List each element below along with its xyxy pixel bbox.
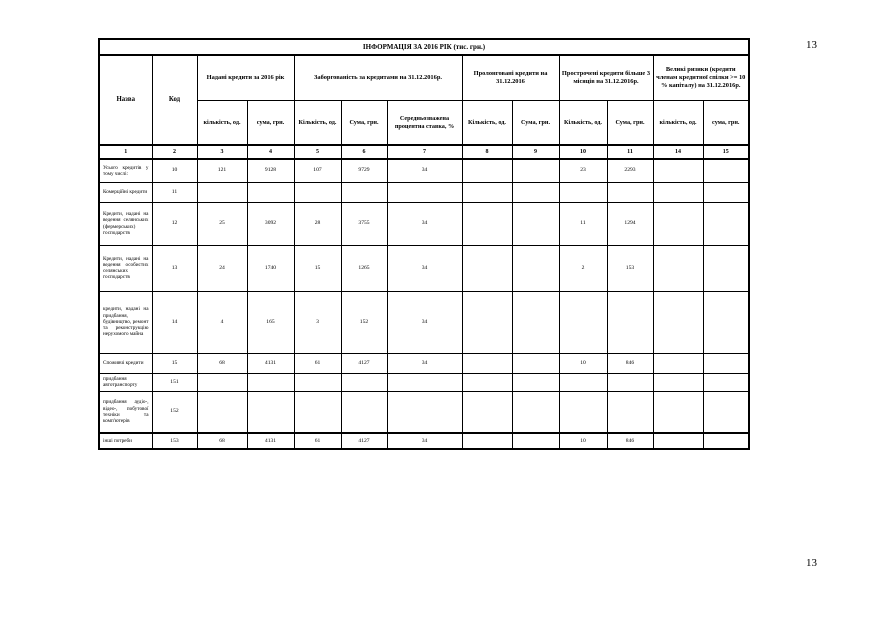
table-cell bbox=[197, 182, 247, 202]
table-cell bbox=[247, 182, 294, 202]
table-cell: 4 bbox=[197, 291, 247, 353]
table-cell bbox=[462, 433, 512, 449]
table-cell bbox=[653, 245, 703, 291]
row-name: інші потреби bbox=[99, 433, 152, 449]
row-name: придбання аудіо-, відео-, побутової техніки та комп'ютерів bbox=[99, 391, 152, 433]
table-cell bbox=[294, 391, 341, 433]
subheader: сума, грн. bbox=[247, 101, 294, 146]
row-code: 152 bbox=[152, 391, 197, 433]
table-cell: 4127 bbox=[341, 433, 387, 449]
row-name: Кредити, надані на ведення особистих селянських господарств bbox=[99, 245, 152, 291]
table-cell bbox=[653, 373, 703, 391]
table-cell: 68 bbox=[197, 353, 247, 373]
table-cell bbox=[512, 433, 559, 449]
table-cell bbox=[559, 391, 607, 433]
row-name: придбання автотранспорту bbox=[99, 373, 152, 391]
row-code: 13 bbox=[152, 245, 197, 291]
table-cell bbox=[607, 182, 653, 202]
table-cell bbox=[559, 182, 607, 202]
table-cell: 3755 bbox=[341, 202, 387, 245]
table-cell bbox=[341, 373, 387, 391]
table-cell bbox=[703, 433, 749, 449]
table-cell bbox=[341, 182, 387, 202]
table-cell: 4131 bbox=[247, 353, 294, 373]
table-cell bbox=[512, 291, 559, 353]
subheader: Кількість, од. bbox=[462, 101, 512, 146]
header-code: Код bbox=[152, 55, 197, 145]
table-row bbox=[99, 353, 749, 373]
table-cell: 15 bbox=[294, 245, 341, 291]
table-cell: 23 bbox=[559, 159, 607, 182]
table-cell bbox=[247, 391, 294, 433]
table-cell: 68 bbox=[197, 433, 247, 449]
row-code: 151 bbox=[152, 373, 197, 391]
table-cell bbox=[294, 373, 341, 391]
table-cell bbox=[462, 182, 512, 202]
page-number-top: 13 bbox=[806, 39, 817, 51]
table-row bbox=[99, 291, 749, 353]
table-cell: 846 bbox=[607, 433, 653, 449]
table-cell: 34 bbox=[387, 353, 462, 373]
table-cell: 34 bbox=[387, 291, 462, 353]
header-name: Назва bbox=[99, 55, 152, 145]
column-number: 10 bbox=[559, 145, 607, 159]
table-cell: 3 bbox=[294, 291, 341, 353]
table-cell bbox=[653, 159, 703, 182]
table-cell bbox=[512, 202, 559, 245]
header-group-large-risks: Великі ризики (кредити членам кредитної спілки >= 10 % капіталу) на 31.12.2016р. bbox=[653, 55, 749, 101]
column-number: 4 bbox=[247, 145, 294, 159]
table-cell bbox=[653, 182, 703, 202]
header-group-debt: Заборгованість за кредитами на 31.12.2016р. bbox=[294, 55, 462, 101]
table-cell bbox=[341, 391, 387, 433]
table-cell bbox=[294, 182, 341, 202]
table-cell bbox=[559, 373, 607, 391]
page-number-bottom: 13 bbox=[806, 557, 817, 569]
table-cell bbox=[703, 353, 749, 373]
table-cell: 61 bbox=[294, 353, 341, 373]
column-number: 14 bbox=[653, 145, 703, 159]
table-title: ІНФОРМАЦІЯ ЗА 2016 РІК (тис. грн.) bbox=[99, 39, 749, 55]
table-cell bbox=[703, 391, 749, 433]
table-cell: 34 bbox=[387, 159, 462, 182]
table-row bbox=[99, 159, 749, 182]
table-cell bbox=[387, 373, 462, 391]
header-group-overdue: Прострочені кредити більше 3 місяців на 31.12.2016р. bbox=[559, 55, 653, 101]
column-number: 11 bbox=[607, 145, 653, 159]
table-cell bbox=[387, 391, 462, 433]
table-cell: 4131 bbox=[247, 433, 294, 449]
table-cell: 165 bbox=[247, 291, 294, 353]
table-cell: 1265 bbox=[341, 245, 387, 291]
column-number: 6 bbox=[341, 145, 387, 159]
table-cell: 28 bbox=[294, 202, 341, 245]
table-cell: 1740 bbox=[247, 245, 294, 291]
subheader: Сума, грн. bbox=[607, 101, 653, 146]
table-row bbox=[99, 391, 749, 433]
row-name: Споживчі кредити bbox=[99, 353, 152, 373]
table-cell: 61 bbox=[294, 433, 341, 449]
table-cell bbox=[462, 373, 512, 391]
table-cell: 1294 bbox=[607, 202, 653, 245]
table-cell bbox=[512, 373, 559, 391]
table-cell: 4127 bbox=[341, 353, 387, 373]
header-group-prolonged: Пролонговані кредити на 31.12.2016 bbox=[462, 55, 559, 101]
column-number: 3 bbox=[197, 145, 247, 159]
table-cell bbox=[247, 373, 294, 391]
table-cell bbox=[703, 202, 749, 245]
subheader: Сума, грн. bbox=[341, 101, 387, 146]
row-name: Усього кредитів у тому числі: bbox=[99, 159, 152, 182]
table-cell bbox=[703, 182, 749, 202]
header-group-granted: Надані кредити за 2016 рік bbox=[197, 55, 294, 101]
column-number: 9 bbox=[512, 145, 559, 159]
table-cell: 846 bbox=[607, 353, 653, 373]
subheader: кількість, од. bbox=[197, 101, 247, 146]
table-cell: 25 bbox=[197, 202, 247, 245]
table-cell bbox=[462, 391, 512, 433]
row-name: Кредити, надані на ведення селянських (фермерських) господарств bbox=[99, 202, 152, 245]
column-number: 5 bbox=[294, 145, 341, 159]
table-cell: 10 bbox=[559, 353, 607, 373]
table-cell bbox=[559, 291, 607, 353]
table-cell bbox=[462, 291, 512, 353]
table-cell bbox=[512, 182, 559, 202]
table-cell bbox=[197, 391, 247, 433]
table-cell bbox=[653, 433, 703, 449]
table-cell bbox=[462, 159, 512, 182]
table-cell bbox=[512, 159, 559, 182]
table-cell: 9729 bbox=[341, 159, 387, 182]
table-cell bbox=[607, 373, 653, 391]
table-cell: 34 bbox=[387, 202, 462, 245]
column-number: 15 bbox=[703, 145, 749, 159]
table-cell bbox=[703, 373, 749, 391]
table-cell bbox=[653, 202, 703, 245]
subheader: Кількість, од. bbox=[559, 101, 607, 146]
row-code: 14 bbox=[152, 291, 197, 353]
table-cell bbox=[462, 353, 512, 373]
table-cell bbox=[653, 291, 703, 353]
table-cell bbox=[703, 159, 749, 182]
table-cell: 3092 bbox=[247, 202, 294, 245]
table-cell bbox=[197, 373, 247, 391]
subheader: Кількість, од. bbox=[294, 101, 341, 146]
column-number: 2 bbox=[152, 145, 197, 159]
table-cell: 34 bbox=[387, 245, 462, 291]
table-row bbox=[99, 182, 749, 202]
table-row bbox=[99, 433, 749, 449]
table-cell bbox=[462, 202, 512, 245]
table-cell bbox=[512, 353, 559, 373]
table-cell: 152 bbox=[341, 291, 387, 353]
table-cell: 2 bbox=[559, 245, 607, 291]
row-code: 153 bbox=[152, 433, 197, 449]
subheader: сума, грн. bbox=[703, 101, 749, 146]
column-number: 1 bbox=[99, 145, 152, 159]
table-cell: 11 bbox=[559, 202, 607, 245]
row-code: 10 bbox=[152, 159, 197, 182]
table-cell: 34 bbox=[387, 433, 462, 449]
table-cell bbox=[512, 391, 559, 433]
subheader: кількість, од. bbox=[653, 101, 703, 146]
row-code: 15 bbox=[152, 353, 197, 373]
row-code: 11 bbox=[152, 182, 197, 202]
table-cell: 107 bbox=[294, 159, 341, 182]
credit-report-table bbox=[98, 38, 750, 450]
table-cell: 24 bbox=[197, 245, 247, 291]
table-cell bbox=[653, 391, 703, 433]
table-cell bbox=[387, 182, 462, 202]
table-cell: 9128 bbox=[247, 159, 294, 182]
table-cell: 2293 bbox=[607, 159, 653, 182]
table-cell: 121 bbox=[197, 159, 247, 182]
row-code: 12 bbox=[152, 202, 197, 245]
table-row bbox=[99, 373, 749, 391]
table-cell bbox=[653, 353, 703, 373]
row-name: Комерційні кредити bbox=[99, 182, 152, 202]
subheader: Середньозважена процентна ставка, % bbox=[387, 101, 462, 146]
table-cell: 153 bbox=[607, 245, 653, 291]
table-cell bbox=[703, 291, 749, 353]
table-cell bbox=[512, 245, 559, 291]
table-cell bbox=[462, 245, 512, 291]
table-row bbox=[99, 245, 749, 291]
table-cell bbox=[607, 291, 653, 353]
row-name: кредити, надані на придбання, будівництво, ремонт та реконструкцію нерухомого майна bbox=[99, 291, 152, 353]
table-cell bbox=[607, 391, 653, 433]
column-number: 7 bbox=[387, 145, 462, 159]
subheader: Сума, грн. bbox=[512, 101, 559, 146]
column-number: 8 bbox=[462, 145, 512, 159]
table-row bbox=[99, 202, 749, 245]
table-cell: 10 bbox=[559, 433, 607, 449]
table-cell bbox=[703, 245, 749, 291]
